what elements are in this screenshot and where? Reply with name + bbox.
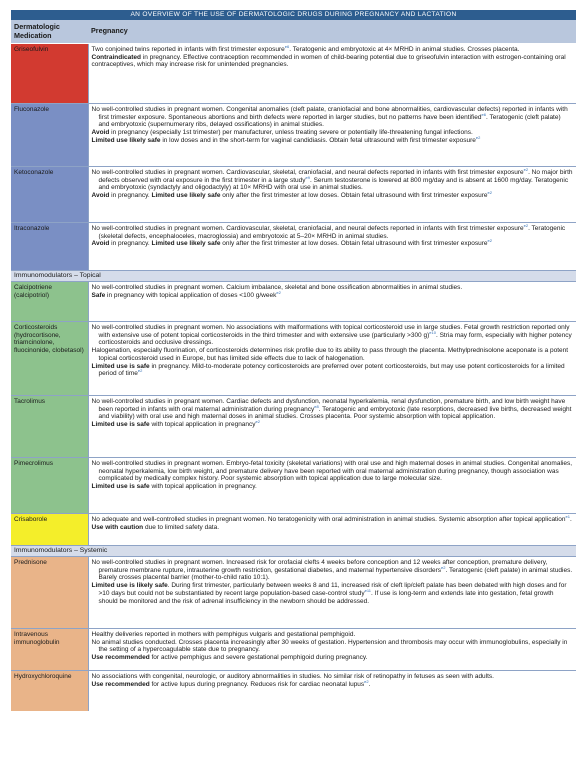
drug-info-pimecrolimus: No well-controlled studies in pregnant women. Embryo-fetal toxicity (skeletal variations) with oral use and high maternal doses in animal studies. Congenital anomalies, neonatal hyperkalemia, low birth weight, and premature delivery have been reported with oral maternal administration during pregnancy, though association was complicated by medically complex history. Poor systemic absorption with topical application due to large molecular size. Limited use is safe with topical application in pregnancy. <box>88 458 576 514</box>
table-row <box>11 396 576 458</box>
table-row <box>11 557 576 629</box>
drug-info-corticosteroids: No well-controlled studies in pregnant women. No associations with malformations with topical corticosteroid use in large studies. Fetal growth restriction reported only with extensive use of potent topical corticosteroids in the third trimester and with extensive use (particularly >300 g)$^{e10}$. Stria may form, especially with higher potency corticosteroids and occlusive dressings. Halogenation, especially fluorination, of corticosteroids determines risk profile due to its ability to pass through the placenta. Methylprednisolone aceponate is a potent topical corticosteroid used in Europe, but has limited side effects due to lack of halogenation. Limited use is safe in pregnancy. Mild-to-moderate potency corticosteroids are preferred over potent corticosteroids, but may use potent corticosteroids for a limited period of time$^{e2}$ <box>88 322 576 396</box>
table-header-row <box>11 20 576 44</box>
drug-info-fluconazole: No well-controlled studies in pregnant women. Congenital anomalies (cleft palate, craniofacial and bone abnormalities, cardiovascular defects) reported in infants with first trimester exposure. Spontaneous abortions and birth defects were reported in larger studies, but no patterns have been identified$^{e6}$. Teratogenic (cleft palate) and embryotoxic (supernumerary ribs, delayed ossifications) in animal studies. Avoid in pregnancy (especially 1st trimester) per manufacturer, unless treating severe or potentially life-threatening fungal infections. Limited use likely safe in low doses and in the short-term for vaginal candidiasis. Obtain fetal ultrasound with first trimester exposure$^{e2}$ <box>88 104 576 167</box>
drug-info-itraconazole: No well-controlled studies in pregnant women. Cardiovascular, skeletal, craniofacial, and neural defects reported in infants with first trimester exposure$^{e2}$. Teratogenic (skeletal defects, encephaloceles, macroglossia) and embryotoxic at 5–20× MRHD in animal studies. Avoid in pregnancy. Limited use likely safe only after the first trimester at low doses. Obtain fetal ultrasound with first trimester exposure$^{e2}$ <box>88 223 576 271</box>
drug-name-ketoconazole: Ketoconazole <box>11 167 88 223</box>
table-row <box>11 104 576 167</box>
drug-info-calcipotriene: No well-controlled studies in pregnant women. Calcium imbalance, skeletal and bone ossification abnormalities in animal studies. Safe in pregnancy with topical application of doses <100 g/week$^{e2}$ <box>88 282 576 322</box>
drug-name-tacrolimus: Tacrolimus <box>11 396 88 458</box>
section-label-systemic: Immunomodulators – Systemic <box>11 546 576 557</box>
table-row <box>11 514 576 546</box>
table-row <box>11 629 576 671</box>
header-medication: Dermatologic Medication <box>11 20 88 44</box>
table-row <box>11 167 576 223</box>
drug-info-tacrolimus: No well-controlled studies in pregnant women. Cardiac defects and dysfunction, neonatal hyperkalemia, renal dysfunction, premature birth, and low birth weight have been reported in infants with oral maternal administration during pregnancy$^{e8}$. Teratogenic and embryotoxic (late resorptions, decreased live births, decreased weight and viability) with oral use and high maternal doses in animal studies. Crosses placenta. Poor systemic absorption with topical application. Limited use is safe with topical application in pregnancy$^{e2}$ <box>88 396 576 458</box>
table-row <box>11 671 576 711</box>
section-row-topical <box>11 271 576 282</box>
table-title: AN OVERVIEW OF THE USE OF DERMATOLOGIC DRUGS DURING PREGNANCY AND LACTATION <box>11 10 576 20</box>
drug-name-calcipotriene: Calcipotriene (calcipotriol) <box>11 282 88 322</box>
drug-info-ketoconazole: No well-controlled studies in pregnant women. Cardiovascular, skeletal, craniofacial, and neural defects reported in infants with first trimester exposure$^{e2}$. No major birth defects observed with oral exposure in the first trimester in a large study$^{e9}$. Serum testosterone is lowered at 800 mg/day and is absent at 1600 mg/day. Teratogenic and embryotoxic (syndactyly and oligodactyly) at 10× MRHD with oral use in animal studies. Avoid in pregnancy. Limited use likely safe only after the first trimester at low doses. Obtain fetal ultrasound with first trimester exposure$^{e2}$ <box>88 167 576 223</box>
drug-name-griseofulvin: Griseofulvin <box>11 44 88 104</box>
drug-info-prednisone: No well-controlled studies in pregnant women. Increased risk for orofacial clefts 4 weeks before conception and 12 weeks after conception, premature delivery, premature membrane rupture, intrauterine growth restriction, gestational diabetes, and maternal hypertensive disorders$^{e2}$. Teratogenic (cleft palate) in animal studies. Barely crosses placental barrier (mother-to-child ratio 10:1). Limited use is likely safe. During first trimester, particularly between weeks 8 and 11, increased risk of cleft lip/cleft palate has been debated with high doses and for >10 days but could not be substantiated by recent large population-based case-control study$^{e11}$. If use is long-term and extends late into gestation, fetal growth should be monitored and the risk of adrenal insufficiency in the newborn should be addressed. <box>88 557 576 629</box>
drug-info-griseofulvin: Two conjoined twins reported in infants with first trimester exposure$^{e6}$. Teratogenic and embryotoxic at 4× MRHD in animal studies. Crosses placenta. Contraindicated in pregnancy. Effective contraception recommended in women of child-bearing potential due to griseofulvin interaction with estrogen-containing oral contraceptives, which may increase risk for unintended pregnancies. <box>88 44 576 104</box>
drug-name-crisaborole: Crisaborole <box>11 514 88 546</box>
drug-name-ivig: Intravenous immunoglobulin <box>11 629 88 671</box>
table-row <box>11 282 576 322</box>
table-row <box>11 322 576 396</box>
table-row <box>11 44 576 104</box>
drug-info-hydroxychloroquine: No associations with congenital, neurologic, or auditory abnormalities in studies. No similar risk of retinopathy in fetuses as seen with adults. Use recommended for active lupus during pregnancy. Reduces risk for cardiac neonatal lupus$^{e2}$. <box>88 671 576 711</box>
table-row <box>11 223 576 271</box>
section-row-systemic <box>11 546 576 557</box>
drug-info-crisaborole: No adequate and well-controlled studies in pregnant women. No teratogenicity with oral administration in animal studies. Systemic absorption after topical application$^{e1}$. Use with caution due to limited safety data. <box>88 514 576 546</box>
document-page <box>11 10 576 711</box>
table-row <box>11 458 576 514</box>
drug-name-fluconazole: Fluconazole <box>11 104 88 167</box>
drug-name-pimecrolimus: Pimecrolimus <box>11 458 88 514</box>
drug-name-prednisone: Prednisone <box>11 557 88 629</box>
drug-info-ivig: Healthy deliveries reported in mothers with pemphigus vulgaris and gestational pemphigoid. No animal studies conducted. Crosses placenta increasingly after 30 weeks of gestation. Hypertension and thrombosis may occur with immunoglobulins, especially in the setting of a hypercoagulable state due to pregnancy. Use recommended for active pemphigus and severe gestational pemphigoid during pregnancy. <box>88 629 576 671</box>
drug-name-itraconazole: Itraconazole <box>11 223 88 271</box>
drug-name-hydroxychloroquine: Hydroxychloroquine <box>11 671 88 711</box>
drug-name-corticosteroids: Corticosteroids (hydrocortisone, triamcinolone, fluocinonide, clobetasol) <box>11 322 88 396</box>
section-label-topical: Immunomodulators – Topical <box>11 271 576 282</box>
drug-table <box>11 20 576 711</box>
header-pregnancy: Pregnancy <box>88 20 576 44</box>
